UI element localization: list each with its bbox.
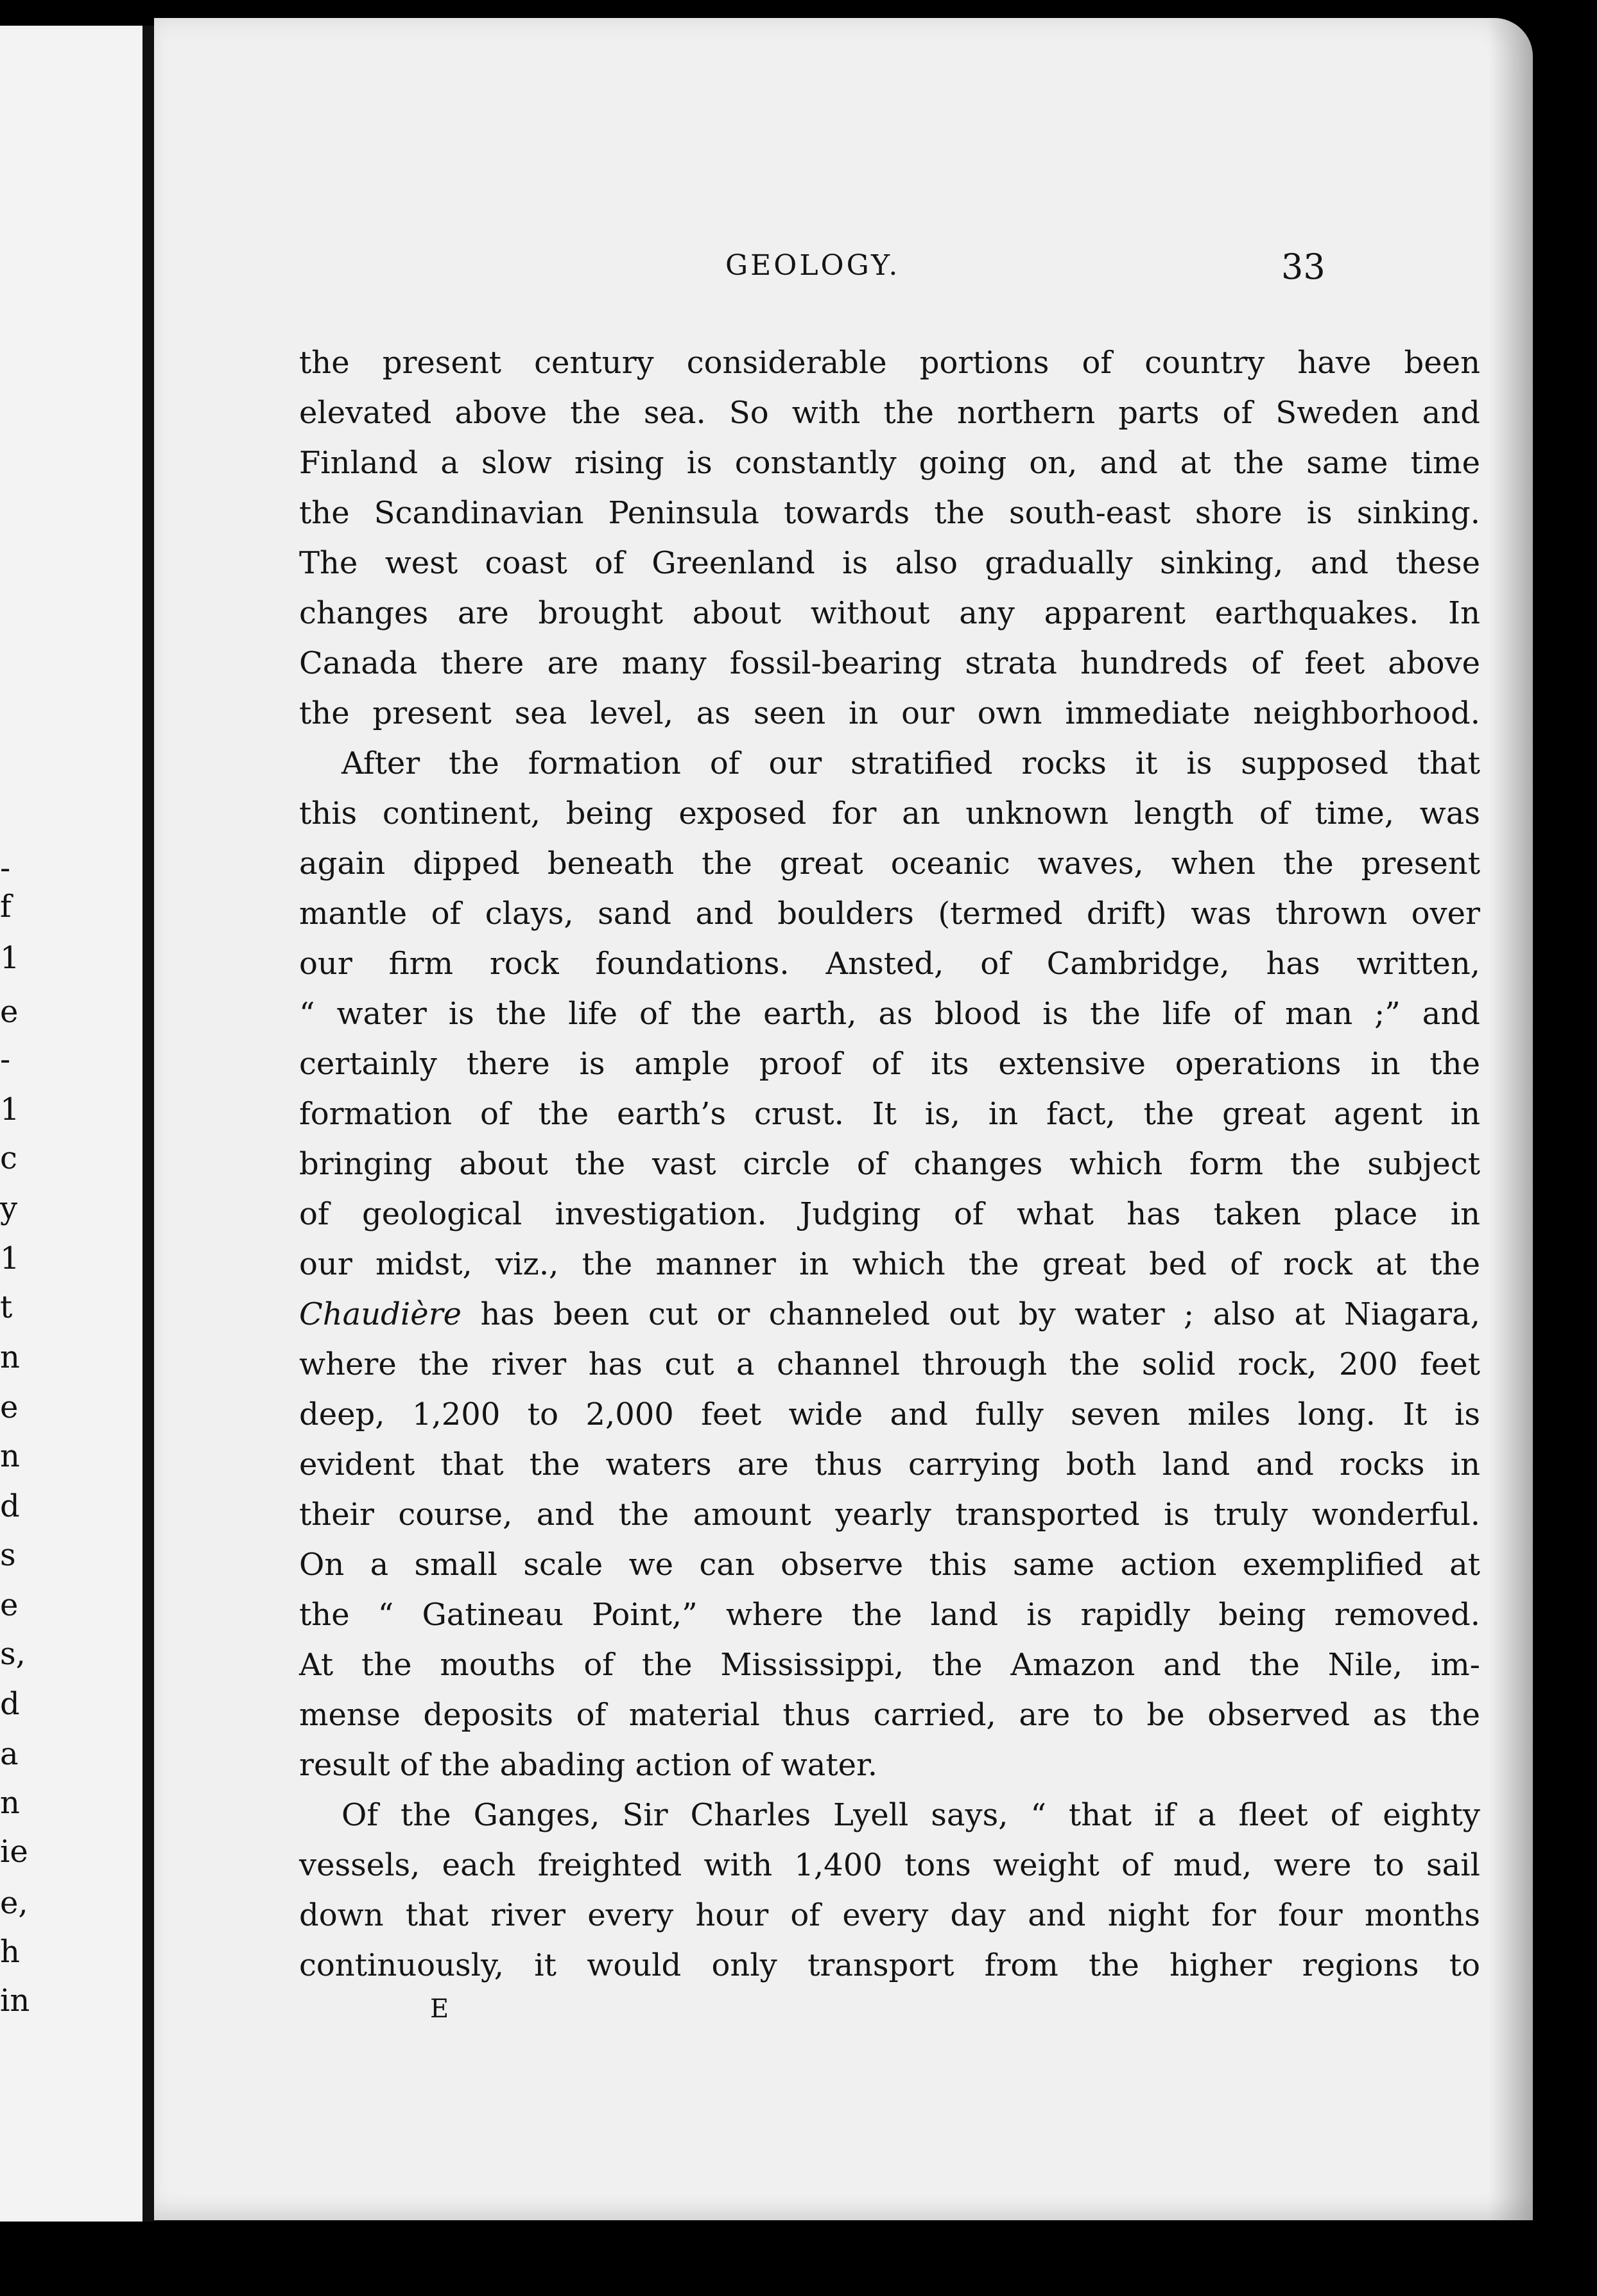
text-line: result of the abading action of water.: [299, 1747, 877, 1783]
line-end-fragment: e: [0, 1389, 19, 1425]
text-line: formation of the earth’s crust. It is, in fact, the great agent in: [299, 1096, 1480, 1132]
italic-place-name: Chaudière: [299, 1296, 462, 1332]
line-end-fragment: -: [0, 850, 11, 886]
text-line: the Scandinavian Peninsula towards the south-east shore is sinking.: [299, 495, 1480, 531]
facing-page-line-ends: [0, 26, 39, 2222]
text-line: our firm rock foundations. Ansted, of Cambridge, has written,: [299, 946, 1480, 982]
text-line: Of the Ganges, Sir Charles Lyell says, “ that if a fleet of eighty: [341, 1797, 1480, 1833]
text-line: continuously, it would only transport from the higher regions to: [299, 1947, 1480, 1983]
text-line: deep, 1,200 to 2,000 feet wide and fully seven miles long. It is: [299, 1396, 1480, 1432]
text-line: Finland a slow rising is constantly going on, and at the same time: [299, 445, 1480, 481]
body-text: [299, 338, 1480, 1990]
text-line: bringing about the vast circle of changes which form the subject: [299, 1146, 1480, 1182]
line-end-fragment: c: [0, 1140, 17, 1176]
paragraph: [299, 1790, 1480, 1990]
book-page: [154, 18, 1533, 2220]
paragraph: [299, 738, 1480, 1790]
text-line: our midst, viz., the manner in which the great bed of rock at the: [299, 1246, 1480, 1282]
text-line: certainly there is ample proof of its extensive operations in the: [299, 1046, 1480, 1082]
text-line: the “ Gatineau Point,” where the land is rapidly being removed.: [299, 1597, 1480, 1633]
text-line: On a small scale we can observe this same action exemplified at: [299, 1547, 1480, 1583]
line-end-fragment: ie: [0, 1834, 28, 1870]
text-line: changes are brought about without any apparent earthquakes. In: [299, 595, 1480, 631]
text-line: where the river has cut a channel through the solid rock, 200 feet: [299, 1346, 1480, 1382]
text-line: of geological investigation. Judging of what has taken place in: [299, 1196, 1480, 1232]
text-line: again dipped beneath the great oceanic waves, when the present: [299, 846, 1480, 882]
text-line: this continent, being exposed for an unknown length of time, was: [299, 796, 1480, 831]
line-end-fragment: s,: [0, 1636, 26, 1672]
line-end-fragment: s: [0, 1537, 16, 1573]
line-end-fragment: 1: [0, 940, 20, 976]
page-edge-shadow: [1488, 18, 1533, 2220]
facing-page-edge: [0, 26, 149, 2222]
text-fragment: has been cut or channeled out by water ; also at Niagara,: [462, 1296, 1480, 1332]
text-line: [299, 1289, 1480, 1339]
text-line: At the mouths of the Mississippi, the Amazon and the Nile, im-: [299, 1647, 1480, 1683]
book-gutter: [142, 26, 155, 2222]
text-line: mense deposits of material thus carried, are to be observed as the: [299, 1697, 1480, 1733]
text-line: The west coast of Greenland is also gradually sinking, and these: [299, 545, 1480, 581]
line-end-fragment: e: [0, 1587, 19, 1623]
line-end-fragment: in: [0, 1983, 30, 2019]
line-end-fragment: y: [0, 1190, 18, 1226]
scan-bottom-border: [0, 2222, 1597, 2296]
text-line: the present century considerable portions of country have been: [299, 345, 1480, 381]
line-end-fragment: t: [0, 1289, 13, 1325]
line-end-fragment: h: [0, 1934, 20, 1970]
running-head: GEOLOGY.: [725, 249, 901, 282]
line-end-fragment: d: [0, 1488, 20, 1524]
page-header: [154, 249, 1533, 300]
page-number: 33: [1281, 247, 1325, 287]
text-line: the present sea level, as seen in our own immediate neighborhood.: [299, 695, 1480, 731]
line-end-fragment: d: [0, 1686, 20, 1722]
signature-mark: E: [430, 1994, 449, 2024]
paragraph: [299, 338, 1480, 738]
line-end-fragment: n: [0, 1339, 20, 1375]
line-end-fragment: 1: [0, 1240, 20, 1276]
text-line: down that river every hour of every day and night for four months: [299, 1897, 1480, 1933]
line-end-fragment: e,: [0, 1885, 28, 1921]
text-line: After the formation of our stratified rocks it is supposed that: [341, 745, 1480, 781]
text-line: Canada there are many fossil-bearing strata hundreds of feet above: [299, 645, 1480, 681]
line-end-fragment: e: [0, 994, 19, 1030]
text-line: mantle of clays, sand and boulders (termed drift) was thrown over: [299, 896, 1480, 932]
text-line: vessels, each freighted with 1,400 tons weight of mud, were to sail: [299, 1847, 1480, 1883]
text-line: evident that the waters are thus carrying both land and rocks in: [299, 1447, 1480, 1483]
text-line: their course, and the amount yearly transported is truly wonderful.: [299, 1497, 1480, 1533]
line-end-fragment: n: [0, 1438, 20, 1474]
line-end-fragment: f: [0, 889, 12, 925]
line-end-fragment: a: [0, 1736, 19, 1772]
line-end-fragment: 1: [0, 1091, 20, 1127]
line-end-fragment: -: [0, 1041, 11, 1077]
text-line: elevated above the sea. So with the northern parts of Sweden and: [299, 395, 1480, 431]
text-line: “ water is the life of the earth, as blood is the life of man ;” and: [299, 996, 1480, 1032]
line-end-fragment: n: [0, 1785, 20, 1821]
